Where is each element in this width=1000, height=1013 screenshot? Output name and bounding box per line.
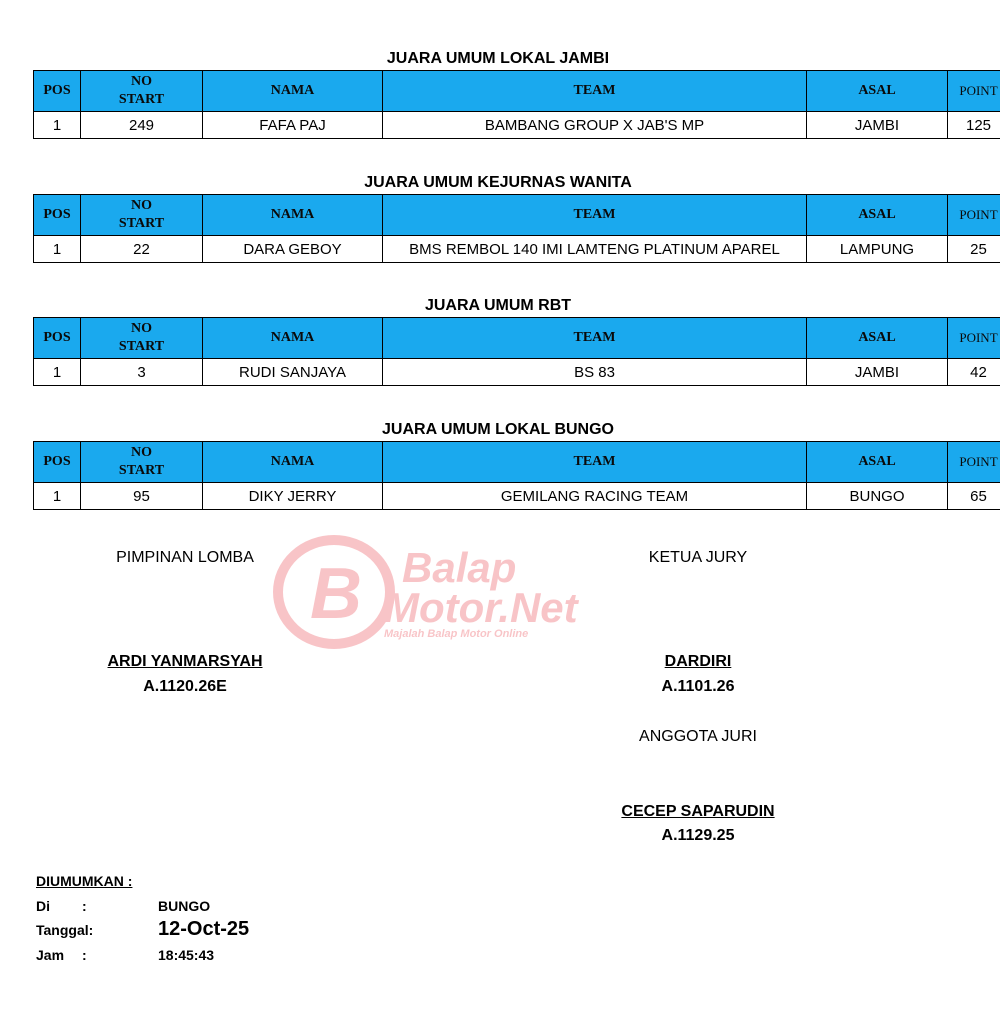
announcement-heading: DIUMUMKAN : xyxy=(36,873,133,889)
results-table xyxy=(33,441,1000,510)
pimpinan-name: ARDI YANMARSYAH xyxy=(107,653,263,670)
anggota-role: ANGGOTA JURI xyxy=(639,728,757,745)
table-row xyxy=(34,359,1000,386)
col-point: POINT xyxy=(948,442,1000,483)
cell-pos: 1 xyxy=(34,483,81,510)
col-team: TEAM xyxy=(383,195,807,236)
table-row xyxy=(34,483,1000,510)
col-point: POINT xyxy=(948,71,1000,112)
cell-point: 125 xyxy=(948,112,1000,139)
di-value: BUNGO xyxy=(158,898,211,914)
col-nama: NAMA xyxy=(203,71,383,112)
cell-pos: 1 xyxy=(34,359,81,386)
tanggal-value: 12-Oct-25 xyxy=(158,918,250,940)
col-asal: ASAL xyxy=(807,195,948,236)
cell-point: 42 xyxy=(948,359,1000,386)
cell-asal: BUNGO xyxy=(807,483,948,510)
col-asal: ASAL xyxy=(807,71,948,112)
section-title: JUARA UMUM LOKAL JAMBI xyxy=(386,50,610,67)
di-colon: : xyxy=(82,898,87,914)
watermark-line2: Motor.Net xyxy=(384,584,578,631)
cell-team: BS 83 xyxy=(383,359,807,386)
col-team: TEAM xyxy=(383,442,807,483)
cell-point: 65 xyxy=(948,483,1000,510)
watermark-line1: Balap xyxy=(402,544,517,591)
table-header-row xyxy=(34,71,1000,112)
result-section-lokal-jambi xyxy=(33,48,998,139)
results-table xyxy=(33,317,1000,386)
col-asal: ASAL xyxy=(807,442,948,483)
pimpinan-role: PIMPINAN LOMBA xyxy=(116,549,254,566)
anggota-license: A.1129.25 xyxy=(661,827,735,844)
table-header-row xyxy=(34,195,1000,236)
cell-team: GEMILANG RACING TEAM xyxy=(383,483,807,510)
cell-no: 249 xyxy=(81,112,203,139)
col-no-start: NO START xyxy=(81,71,203,112)
col-nama: NAMA xyxy=(203,442,383,483)
result-section-kejurnas-wanita xyxy=(33,172,998,263)
table-header-row xyxy=(34,442,1000,483)
cell-no: 22 xyxy=(81,236,203,263)
col-no-start: NO START xyxy=(81,318,203,359)
cell-no: 95 xyxy=(81,483,203,510)
cell-pos: 1 xyxy=(34,236,81,263)
cell-asal: LAMPUNG xyxy=(807,236,948,263)
ketua-license: A.1101.26 xyxy=(661,678,735,695)
section-title: JUARA UMUM LOKAL BUNGO xyxy=(382,421,614,438)
result-section-lokal-bungo xyxy=(33,419,998,510)
cell-pos: 1 xyxy=(34,112,81,139)
anggota-name: CECEP SAPARUDIN xyxy=(621,803,775,820)
table-row xyxy=(34,236,1000,263)
col-pos: POS xyxy=(34,71,81,112)
tanggal-label: Tanggal: xyxy=(36,922,94,938)
cell-nama: FAFA PAJ xyxy=(203,112,383,139)
result-section-rbt xyxy=(33,295,998,386)
section-title: JUARA UMUM RBT xyxy=(424,297,572,314)
col-point: POINT xyxy=(948,195,1000,236)
cell-team: BMS REMBOL 140 IMI LAMTENG PLATINUM APAREL xyxy=(383,236,807,263)
di-label: Di xyxy=(36,898,50,914)
table-row xyxy=(34,112,1000,139)
jam-value: 18:45:43 xyxy=(158,947,215,963)
cell-nama: DARA GEBOY xyxy=(203,236,383,263)
col-pos: POS xyxy=(34,318,81,359)
ketua-role: KETUA JURY xyxy=(648,549,748,566)
cell-asal: JAMBI xyxy=(807,112,948,139)
cell-no: 3 xyxy=(81,359,203,386)
watermark-logo-letter: B xyxy=(310,554,362,634)
col-asal: ASAL xyxy=(807,318,948,359)
section-title: JUARA UMUM KEJURNAS WANITA xyxy=(364,174,632,191)
results-table xyxy=(33,194,1000,263)
col-no-start: NO START xyxy=(81,195,203,236)
cell-point: 25 xyxy=(948,236,1000,263)
col-pos: POS xyxy=(34,195,81,236)
jam-colon: : xyxy=(82,947,87,963)
col-team: TEAM xyxy=(383,71,807,112)
cell-nama: RUDI SANJAYA xyxy=(203,359,383,386)
col-pos: POS xyxy=(34,442,81,483)
results-table xyxy=(33,70,1000,139)
ketua-name: DARDIRI xyxy=(664,653,732,670)
cell-asal: JAMBI xyxy=(807,359,948,386)
table-header-row xyxy=(34,318,1000,359)
watermark-tagline: Majalah Balap Motor Online xyxy=(384,628,529,640)
jam-label: Jam xyxy=(36,947,65,963)
col-nama: NAMA xyxy=(203,195,383,236)
col-point: POINT xyxy=(948,318,1000,359)
col-nama: NAMA xyxy=(203,318,383,359)
cell-team: BAMBANG GROUP X JAB'S MP xyxy=(383,112,807,139)
cell-nama: DIKY JERRY xyxy=(203,483,383,510)
col-team: TEAM xyxy=(383,318,807,359)
col-no-start: NO START xyxy=(81,442,203,483)
pimpinan-license: A.1120.26E xyxy=(143,678,227,695)
